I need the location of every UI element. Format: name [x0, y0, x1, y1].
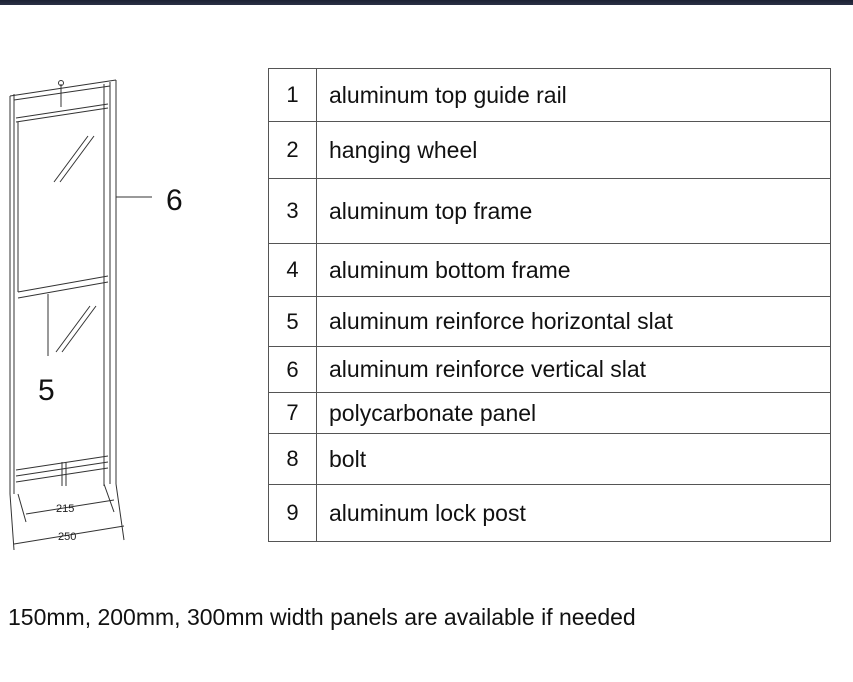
part-number: 2 [269, 122, 317, 179]
part-number: 3 [269, 179, 317, 244]
part-name: hanging wheel [317, 122, 831, 179]
table-row [269, 434, 831, 485]
part-name: aluminum reinforce vertical slat [317, 347, 831, 393]
table-row [269, 69, 831, 122]
part-number: 8 [269, 434, 317, 485]
part-number: 6 [269, 347, 317, 393]
callout-5: 5 [38, 374, 55, 407]
table-row [269, 297, 831, 347]
part-number: 4 [269, 244, 317, 297]
part-name: aluminum top guide rail [317, 69, 831, 122]
part-name: aluminum top frame [317, 179, 831, 244]
part-number: 7 [269, 393, 317, 434]
table-row [269, 244, 831, 297]
part-name: aluminum lock post [317, 485, 831, 542]
table-row [269, 393, 831, 434]
glass-hatch-lower [56, 306, 96, 352]
part-name: aluminum bottom frame [317, 244, 831, 297]
part-number: 1 [269, 69, 317, 122]
part-number: 5 [269, 297, 317, 347]
table-row [269, 122, 831, 179]
part-name: aluminum reinforce horizontal slat [317, 297, 831, 347]
dimension-250-label: 250 [58, 531, 77, 543]
glass-hatch-upper [54, 136, 94, 182]
horizontal-slat [18, 276, 108, 298]
dimension-215-label: 215 [56, 503, 75, 515]
footer-note: 150mm, 200mm, 300mm width panels are available if needed [8, 604, 636, 630]
table-row [269, 347, 831, 393]
panel-frame-right-edge [104, 80, 116, 486]
top-frame [16, 104, 108, 122]
part-name: bolt [317, 434, 831, 485]
table-row [269, 179, 831, 244]
panel-frame-left-edge [10, 94, 14, 494]
table-row [269, 485, 831, 542]
callout-6: 6 [166, 184, 183, 217]
parts-table [268, 68, 831, 542]
part-name: polycarbonate panel [317, 393, 831, 434]
part-number: 9 [269, 485, 317, 542]
